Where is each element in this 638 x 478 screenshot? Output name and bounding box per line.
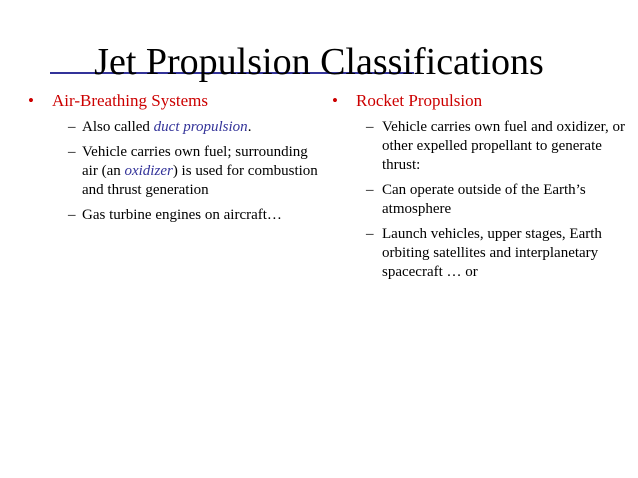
dash-icon: – — [68, 119, 76, 135]
heading-rocket: Rocket Propulsion — [356, 91, 483, 110]
list-item — [326, 118, 626, 175]
air-breathing-list — [24, 118, 324, 225]
item-text: Launch vehicles, upper stages, Earth orbiting satellites and interplanetary spacecraft … or — [382, 226, 602, 280]
bullet-icon: • — [28, 91, 34, 110]
right-column — [326, 90, 626, 288]
item-text-prefix: Also called — [82, 119, 154, 135]
bullet-air-breathing-systems — [24, 90, 324, 112]
item-text-suffix: ) is used for combustion and thrust generation — [82, 163, 318, 198]
dash-icon: – — [366, 226, 374, 242]
list-item — [24, 143, 324, 200]
item-text-emphasis: oxidizer — [124, 163, 173, 179]
dash-icon: – — [366, 119, 374, 135]
item-text-suffix: . — [247, 119, 252, 135]
list-item — [326, 225, 626, 282]
dash-icon: – — [68, 144, 76, 160]
item-text-emphasis: duct propulsion — [153, 119, 248, 135]
dash-icon: – — [68, 207, 76, 223]
slide-title: Jet Propulsion Classifications — [94, 41, 544, 83]
left-column — [24, 90, 324, 231]
item-text: Can operate outside of the Earth’s atmosphere — [382, 182, 586, 217]
item-text: Vehicle carries own fuel and oxidizer, or other expelled propellant to generate thrust: — [382, 119, 626, 173]
list-item — [24, 118, 324, 137]
list-item — [24, 206, 324, 225]
list-item — [326, 181, 626, 219]
rocket-list — [326, 118, 626, 282]
item-text: Gas turbine engines on aircraft… — [82, 207, 282, 223]
item-text-prefix: Vehicle carries own fuel; surrounding air (an — [82, 144, 308, 179]
bullet-icon: • — [332, 91, 338, 110]
dash-icon: – — [366, 182, 374, 198]
bullet-rocket-propulsion — [326, 90, 626, 112]
heading-air-breathing: Air-Breathing Systems — [52, 91, 208, 110]
